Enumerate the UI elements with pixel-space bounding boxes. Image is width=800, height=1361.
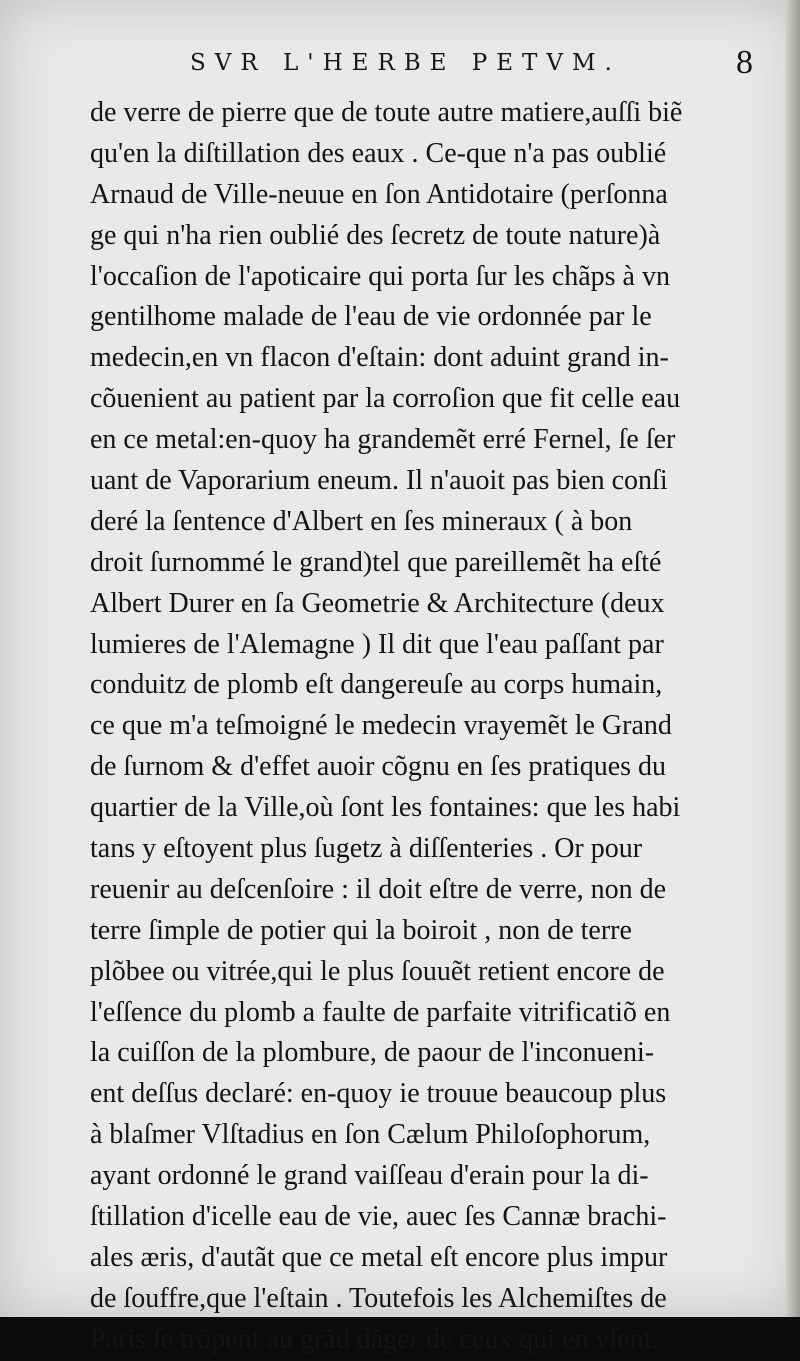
text-line: ſtillation d'icelle eau de vie, auec ſes Cannæ brachi- xyxy=(90,1201,667,1233)
text-line: de ſurnom & d'effet auoir cõgnu en ſes pratiques du xyxy=(90,751,667,783)
page-number: 8 xyxy=(736,44,753,81)
text-line: cõuenient au patient par la corroſion que fit celle eau xyxy=(90,383,681,415)
text-line: medecin,en vn flacon d'eſtain: dont aduint grand in- xyxy=(90,342,669,374)
text-line: en ce metal:en-quoy ha grandemẽt erré Fernel, ſe ſer xyxy=(90,424,676,456)
text-line: ent deſſus declaré: en-quoy ie trouue beaucoup plus xyxy=(90,1078,667,1110)
text-line: de verre de pierre que de toute autre matiere,auſſi biẽ xyxy=(90,97,683,128)
text-line: uant de Vaporarium eneum. Il n'auoit pas bien conſi xyxy=(90,465,668,497)
text-line: de ſouffre,que l'eſtain . Toutefois les Alchemiſtes de xyxy=(90,1282,667,1314)
text-line: l'occaſion de l'apoticaire qui porta ſur les chãps à vn xyxy=(90,260,670,292)
running-head: SVR L'HERBE PETVM. xyxy=(190,50,621,76)
text-line: ayant ordonné le grand vaiſſeau d'erain pour la di- xyxy=(90,1160,649,1192)
text-line: à blaſmer Vlſtadius en ſon Cælum Philoſophorum, xyxy=(90,1119,651,1151)
text-line: la cuiſſon de la plombure, de paour de l'inconueni- xyxy=(90,1037,655,1069)
text-line: qu'en la diſtillation des eaux . Ce-que n'a pas oublié xyxy=(90,137,667,169)
text-line: Paris ſe trõpent au grãd dãger de ceux qui en vſent. xyxy=(90,1323,659,1355)
body-text xyxy=(90,93,790,1361)
text-line: terre ſimple de potier qui la boiroit , non de terre xyxy=(90,914,632,946)
page-header xyxy=(0,44,800,90)
text-line: ge qui n'ha rien oublié des ſecretz de toute nature)à xyxy=(90,219,661,251)
text-line: ce que m'a teſmoigné le medecin vrayemẽt le Grand xyxy=(90,710,672,742)
text-line: plõbee ou vitrée,qui le plus ſouuẽt retient encore de xyxy=(90,955,665,987)
text-line: Albert Durer en ſa Geometrie & Architecture (deux xyxy=(90,587,665,619)
text-line: Arnaud de Ville-neuue en ſon Antidotaire (perſonna xyxy=(90,178,668,210)
text-line: tans y eſtoyent plus ſugetz à diſſenteries . Or pour xyxy=(90,833,643,865)
text-line: lumieres de l'Alemagne ) Il dit que l'eau paſſant par xyxy=(90,628,664,660)
text-line: conduitz de plomb eſt dangereuſe au corps humain, xyxy=(90,669,663,701)
text-line: reuenir au deſcenſoire : il doit eſtre de verre, non de xyxy=(90,873,667,905)
text-line: deré la ſentence d'Albert en ſes mineraux ( à bon xyxy=(90,505,633,537)
text-line: droit ſurnommé le grand)tel que pareillemẽt ha eſté xyxy=(90,546,662,578)
text-line: l'eſſence du plomb a faulte de parfaite vitrificatiõ en xyxy=(90,996,671,1028)
text-line: gentilhome malade de l'eau de vie ordonnée par le xyxy=(90,301,652,333)
text-line: ales æris, d'autãt que ce metal eſt encore plus impur xyxy=(90,1241,668,1273)
text-line: quartier de la Ville,où ſont les fontaines: que les habi xyxy=(90,792,681,824)
